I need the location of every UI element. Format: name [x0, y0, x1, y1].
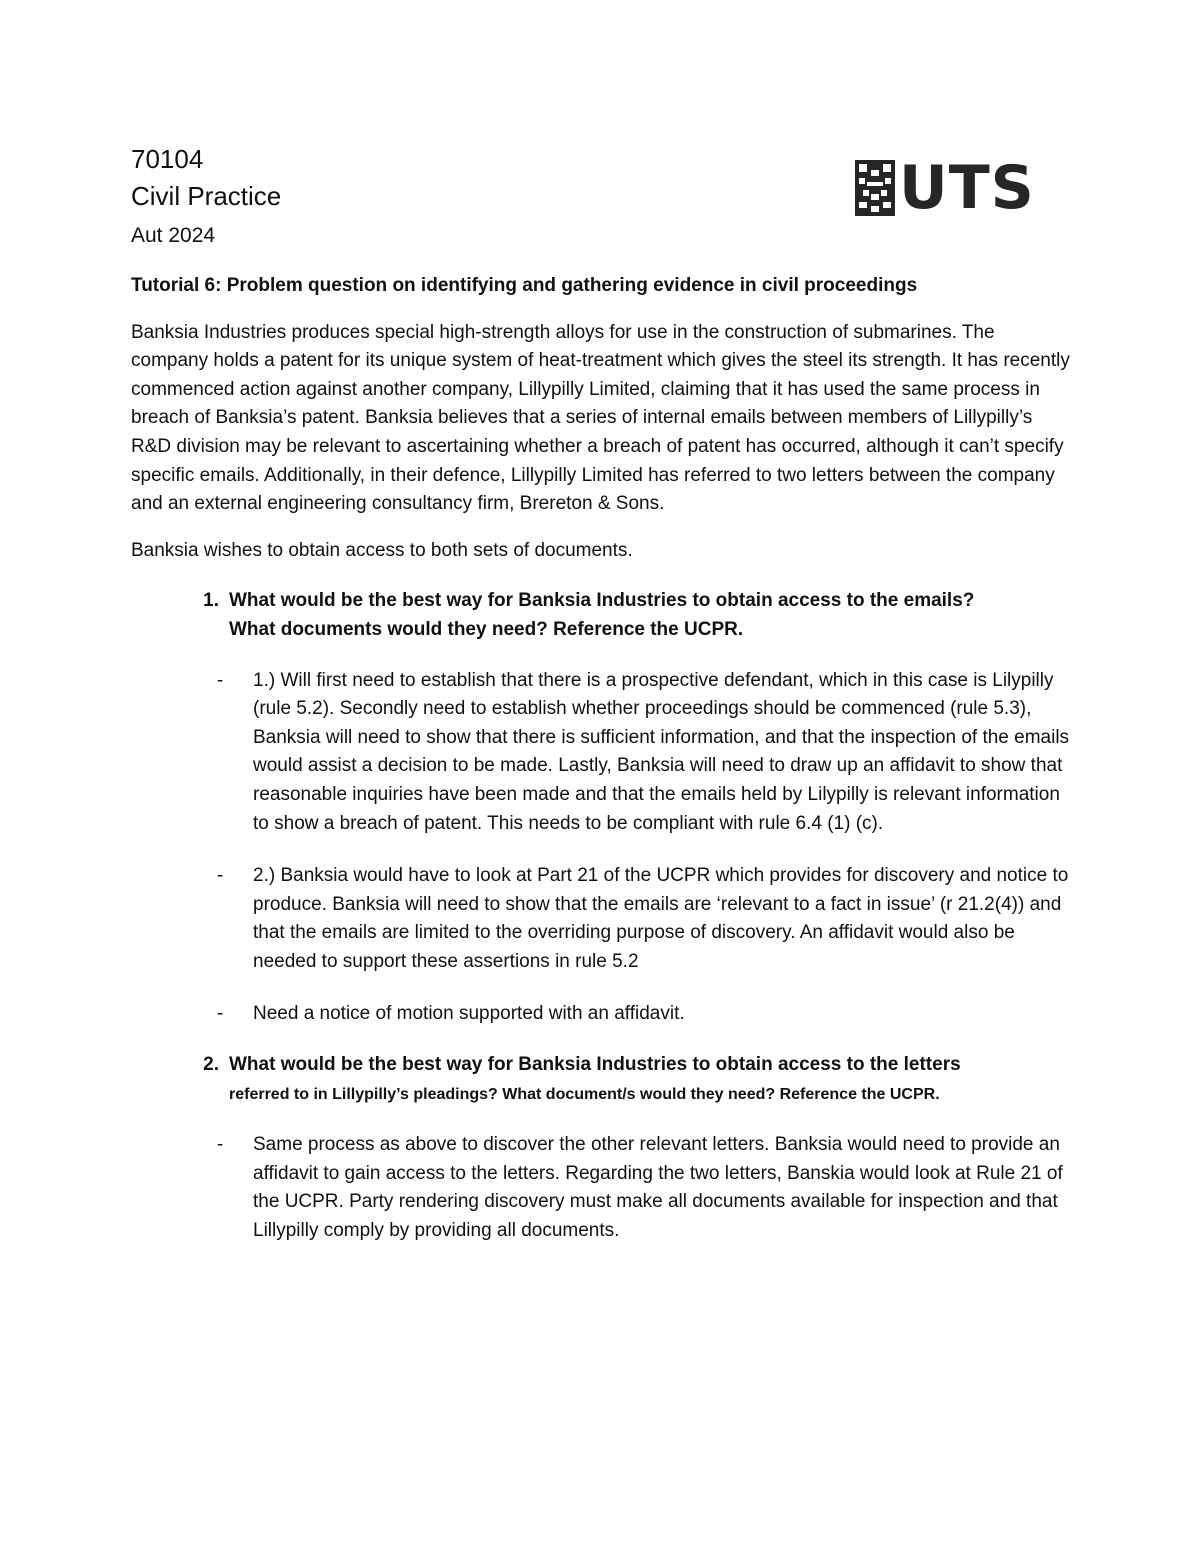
bullet-dash: -: [217, 1003, 224, 1025]
question-text-line: What would be the best way for Banksia Industries to obtain access to the letters: [229, 1054, 961, 1076]
answer-text: Need a notice of motion supported with an affidavit.: [253, 1003, 685, 1025]
answer-item: [131, 862, 1071, 976]
uts-logo-text: UTS: [899, 153, 1035, 223]
bullet-dash: -: [217, 865, 224, 887]
course-name: Civil Practice: [131, 181, 282, 211]
document-body: [131, 272, 1071, 1270]
intro-paragraph: Banksia wishes to obtain access to both sets of documents.: [131, 539, 633, 561]
answer-item: [131, 1131, 1071, 1245]
bullet-dash: -: [217, 1134, 224, 1156]
tutorial-title: Tutorial 6: Problem question on identifying and gathering evidence in civil proceedings: [131, 275, 918, 296]
course-header: [131, 142, 281, 256]
question-1: [131, 587, 1071, 644]
question-text: [219, 1051, 1071, 1109]
intro-paragraph: Banksia Industries produces special high-strength alloys for use in the construction of submarines. The company holds a patent for its unique system of heat-treatment which gives the steel its strength. It has recently commenced action against another company, Lillypilly Limited, claiming that it has used the same process in breach of Banksia’s patent. Banksia believes that a series of internal emails between members of Lillypilly’s R&D division may be relevant to ascertaining whether a breach of patent has occurred, although it can’t specify specific emails. Additionally, in their defence, Lillypilly Limited has referred to two letters between the company and an external engineering consultancy firm, Brereton & Sons.: [131, 321, 1070, 515]
bullet-dash: -: [217, 669, 224, 691]
answer-text: 1.) Will first need to establish that there is a prospective defendant, which in this case is Lilypilly (rule 5.2). Secondly need to establish whether proceedings should be commenced (rule 5.3), Banksia will need to show that there is sufficient information, and that the inspection of the emails would assist a decision to be made. Lastly, Banksia will need to draw up an affidavit to show that reasonable inquiries have been made and that the emails held by Lilypilly is relevant information to show a breach of patent. This needs to be compliant with rule 6.4 (1) (c).: [253, 669, 1070, 834]
question-number: 1.: [203, 590, 219, 612]
answer-text: Same process as above to discover the other relevant letters. Banksia would need to provide an affidavit to gain access to the letters. Regarding the two letters, Banskia would look at Rule 21 of the UCPR. Party rendering discovery must make all documents available for inspection and that Lillypilly comply by providing all documents.: [253, 1134, 1063, 1242]
question-2: [131, 1051, 1071, 1109]
course-code: 70104: [131, 144, 204, 174]
question-text-line: What would be the best way for Banksia Industries to obtain access to the emails?: [229, 590, 975, 612]
answer-item: [131, 667, 1071, 839]
question-number: 2.: [203, 1054, 219, 1076]
uts-logo: [855, 153, 1035, 223]
question-text: [219, 587, 1071, 644]
uts-crest-icon: [855, 160, 895, 216]
question-text-line: referred to in Lillypilly’s pleadings? What document/s would they need? Reference the UCPR.: [229, 1085, 940, 1103]
question-text-line: What documents would they need? Reference the UCPR.: [229, 618, 744, 640]
course-term: Aut 2024: [131, 224, 216, 247]
answer-item: [131, 1000, 1071, 1029]
answer-text: 2.) Banksia would have to look at Part 21 of the UCPR which provides for discovery and notice to produce. Banksia will need to show that the emails are ‘relevant to a fact in issue’ (r 21.2(4)) and that the emails are limited to the overriding purpose of discovery. An affidavit would also be needed to support these assertions in rule 5.2: [253, 865, 1069, 972]
